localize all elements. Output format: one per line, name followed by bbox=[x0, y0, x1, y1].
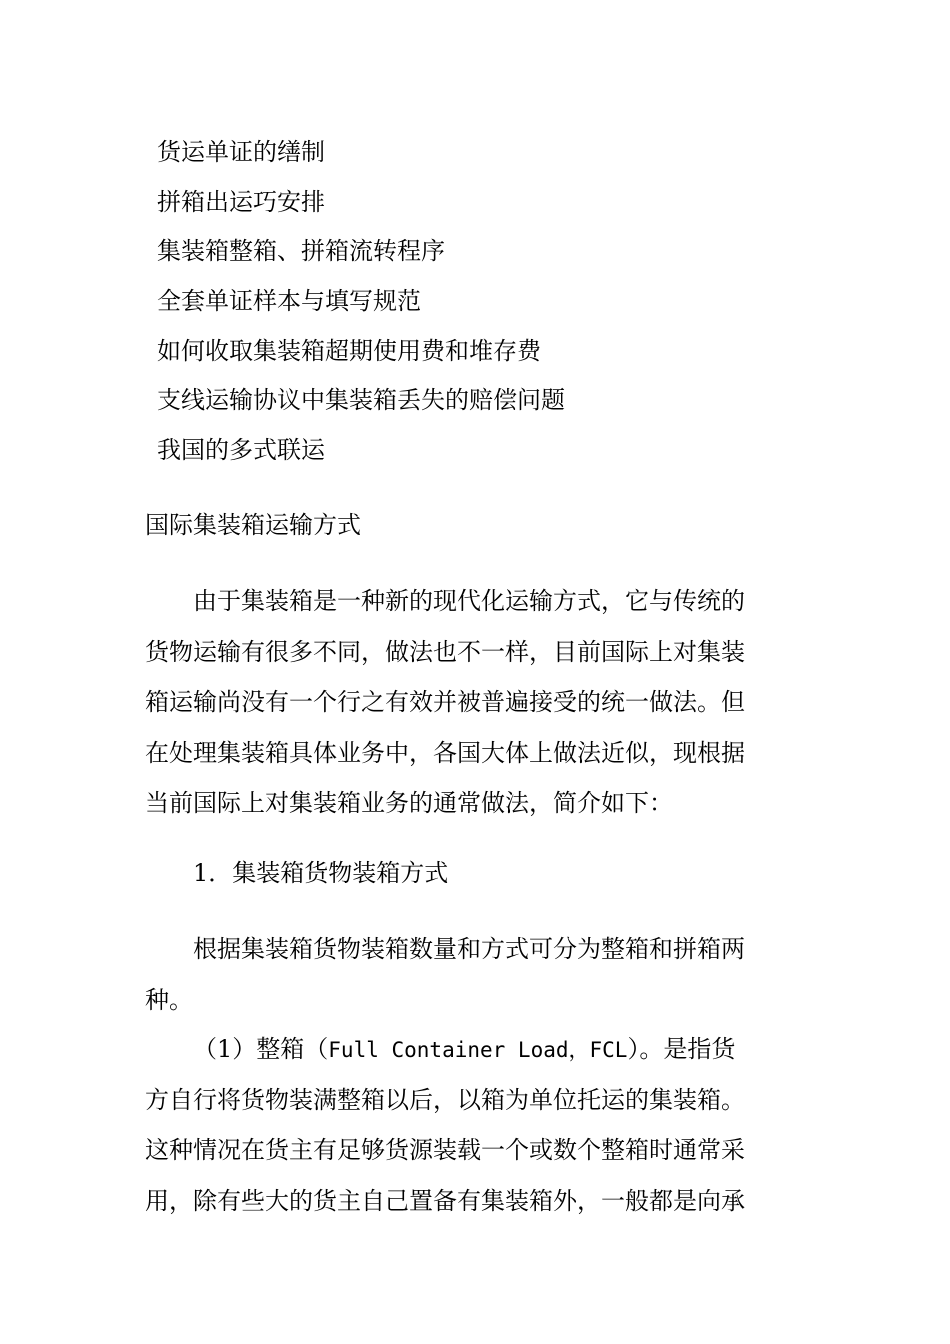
toc-list bbox=[157, 128, 565, 476]
paragraph-line: 在处理集装箱具体业务中，各国大体上做法近似，现根据 bbox=[145, 738, 745, 767]
paragraph-line: 这种情况在货主有足够货源装载一个或数个整箱时通常采 bbox=[145, 1136, 745, 1164]
toc-item: 如何收取集装箱超期使用费和堆存费 bbox=[157, 336, 541, 365]
paragraph-line: 由于集装箱是一种新的现代化运输方式，它与传统的 bbox=[193, 587, 745, 615]
paragraph-line bbox=[145, 1024, 795, 1075]
paragraph-line-prefix: （1）整箱（ bbox=[193, 1035, 329, 1063]
paragraph-line-suffix: ）。是指货 bbox=[627, 1035, 736, 1063]
section-title: 国际集装箱运输方式 bbox=[145, 511, 361, 539]
paragraph-intro bbox=[145, 576, 795, 829]
paragraph-fcl bbox=[145, 1024, 795, 1226]
paragraph-packing-types bbox=[145, 924, 795, 1025]
fcl-term: Full Container Load，FCL bbox=[328, 1038, 628, 1062]
sub-heading: 1．集装箱货物装箱方式 bbox=[193, 859, 449, 887]
paragraph-line: 种。 bbox=[145, 985, 193, 1014]
paragraph-line: 当前国际上对集装箱业务的通常做法，简介如下： bbox=[145, 789, 673, 817]
paragraph-line: 方自行将货物装满整箱以后，以箱为单位托运的集装箱。 bbox=[145, 1085, 745, 1114]
paragraph-line: 用，除有些大的货主自己置备有集装箱外，一般都是向承 bbox=[145, 1186, 745, 1215]
paragraph-line: 根据集装箱货物装箱数量和方式可分为整箱和拼箱两 bbox=[193, 935, 745, 963]
toc-item: 支线运输协议中集装箱丢失的赔偿问题 bbox=[157, 386, 565, 415]
toc-item: 货运单证的缮制 bbox=[157, 138, 325, 166]
paragraph-line: 货物运输有很多不同，做法也不一样，目前国际上对集装 bbox=[145, 637, 745, 666]
toc-item: 拼箱出运巧安排 bbox=[157, 187, 325, 216]
toc-item: 我国的多式联运 bbox=[157, 436, 325, 465]
paragraph-line: 箱运输尚没有一个行之有效并被普遍接受的统一做法。但 bbox=[145, 688, 745, 716]
toc-item: 集装箱整箱、拼箱流转程序 bbox=[157, 237, 445, 266]
toc-item: 全套单证样本与填写规范 bbox=[157, 287, 421, 316]
